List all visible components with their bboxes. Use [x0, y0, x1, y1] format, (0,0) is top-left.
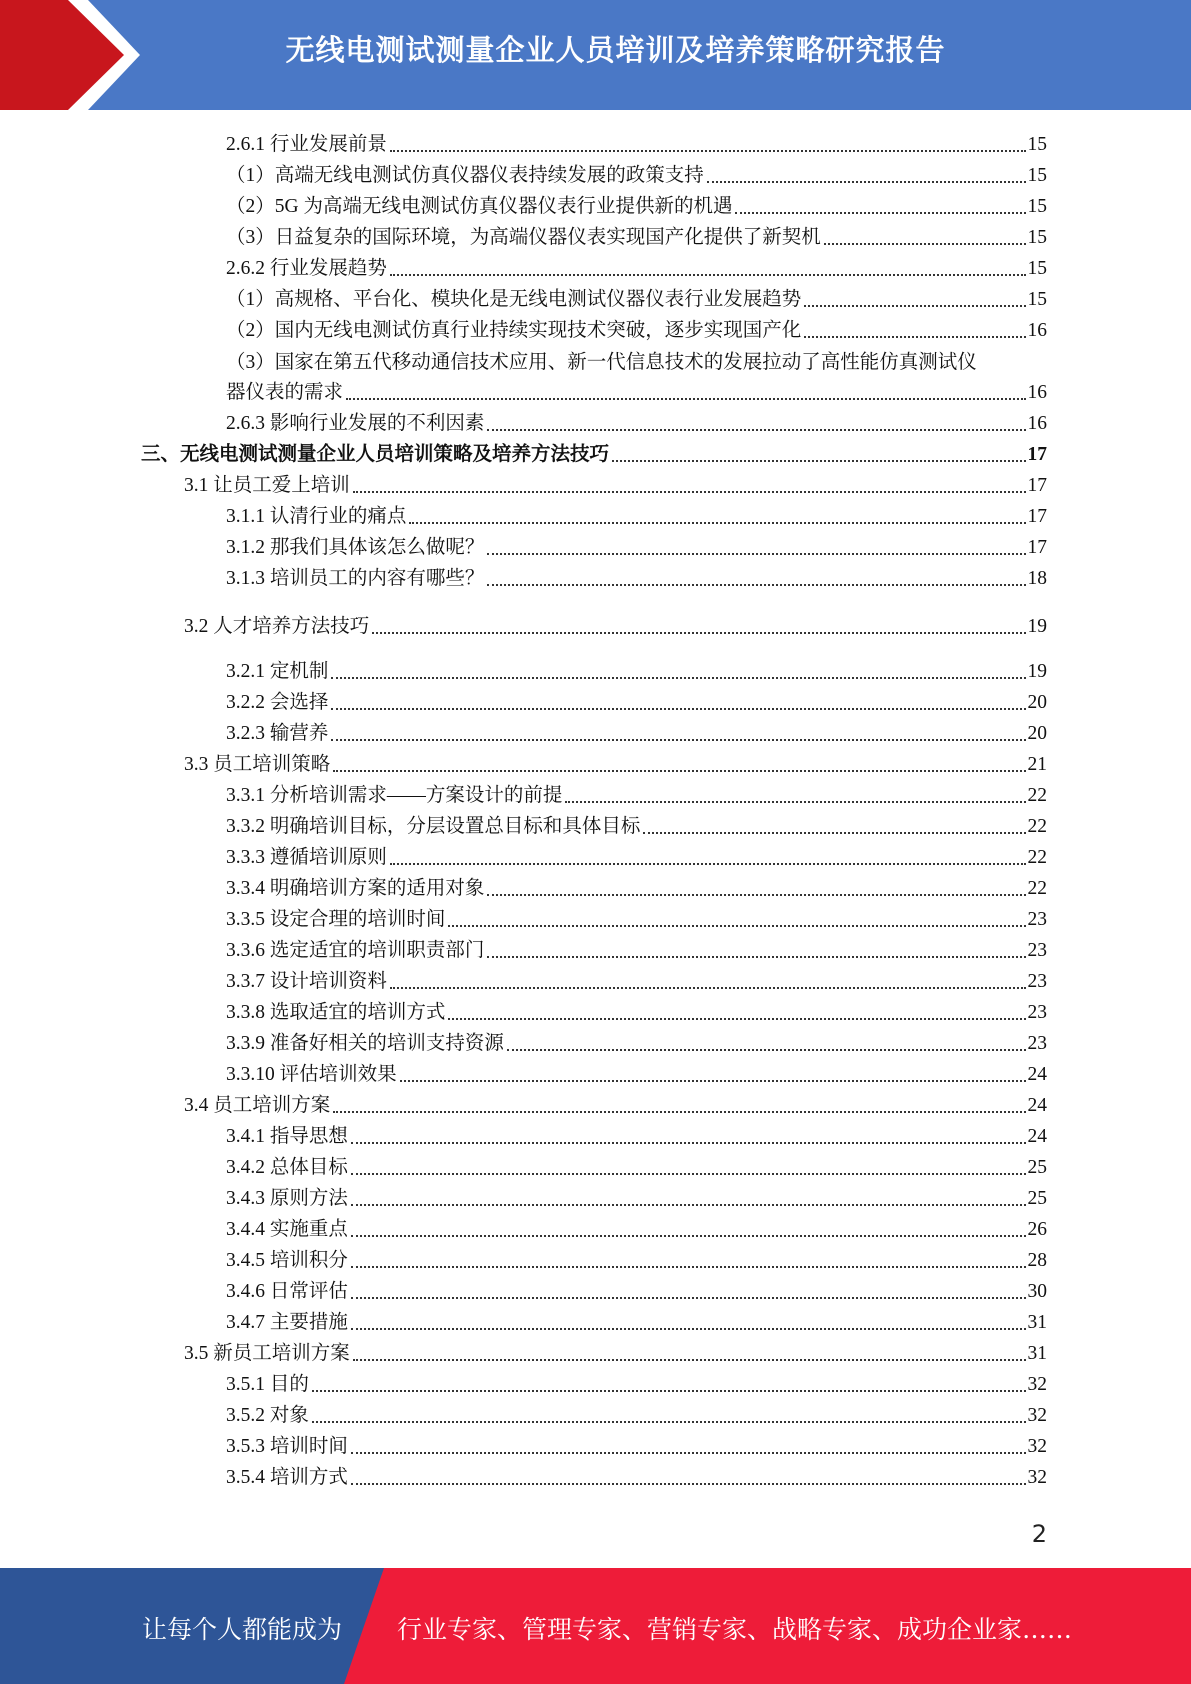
- toc-title: 设定合理的培训时间: [269, 909, 446, 930]
- toc-page: 17: [1027, 475, 1047, 496]
- toc-title: 主要措施: [269, 1312, 348, 1333]
- toc-number: 2.6.2: [226, 258, 270, 279]
- toc-number: 3.3.2: [226, 816, 270, 837]
- toc-title: 行业发展趋势: [269, 258, 387, 279]
- toc-leader: [390, 150, 1026, 152]
- toc-page: 15: [1027, 258, 1047, 279]
- toc-title: 明确培训目标，分层设置总目标和具体目标: [269, 816, 641, 837]
- toc-number: 2.6.1: [226, 134, 270, 155]
- toc-number: 3.4.5: [226, 1250, 270, 1271]
- toc-title: 会选择: [269, 692, 329, 713]
- toc-leader: [824, 243, 1026, 245]
- toc-title: 培训方式: [269, 1467, 348, 1488]
- toc-entry[interactable]: [184, 1336, 1047, 1367]
- toc-page: 17: [1027, 444, 1047, 465]
- toc-page: 23: [1027, 971, 1047, 992]
- toc-number: 3.3.7: [226, 971, 270, 992]
- toc-leader: [565, 801, 1025, 803]
- toc-leader: [612, 460, 1025, 462]
- toc-entry[interactable]: [226, 127, 1047, 158]
- toc-title-wrapped-line: （3）国家在第五代移动通信技术应用、新一代信息技术的发展拉动了高性能仿真测试仪: [226, 352, 977, 373]
- toc-number: 3.5.1: [226, 1374, 270, 1395]
- toc-title: 认清行业的痛点: [269, 506, 407, 527]
- toc-page: 15: [1027, 165, 1047, 186]
- toc-title: 选取适宜的培训方式: [269, 1002, 446, 1023]
- toc-entry[interactable]: [226, 685, 1047, 716]
- toc-title: 人才培养方法技巧: [213, 616, 370, 637]
- toc-page: 28: [1027, 1250, 1047, 1271]
- toc-leader: [351, 1142, 1026, 1144]
- toc-title: 输营养: [269, 723, 329, 744]
- toc-page: 31: [1027, 1343, 1047, 1364]
- toc-page: 25: [1027, 1157, 1047, 1178]
- toc-leader: [643, 832, 1025, 834]
- toc-leader: [487, 584, 1025, 586]
- toc-number: 3.4.1: [226, 1126, 270, 1147]
- toc-leader: [487, 429, 1025, 431]
- toc-page: 31: [1027, 1312, 1047, 1333]
- toc-number: 3.4: [184, 1095, 214, 1116]
- toc-leader: [351, 1173, 1026, 1175]
- toc-page: 15: [1027, 134, 1047, 155]
- toc-entry[interactable]: [226, 1243, 1047, 1274]
- toc-page: 32: [1027, 1405, 1047, 1426]
- toc-leader: [353, 491, 1026, 493]
- toc-page: 32: [1027, 1436, 1047, 1457]
- toc-number: 3.5.3: [226, 1436, 270, 1457]
- toc-title: 培训积分: [269, 1250, 348, 1271]
- toc-entry[interactable]: [184, 1088, 1047, 1119]
- footer-slogan-right: 行业专家、管理专家、营销专家、战略专家、成功企业家……: [397, 1615, 1073, 1644]
- toc-entry[interactable]: [226, 778, 1047, 809]
- toc-title: 培训员工的内容有哪些？: [269, 568, 485, 589]
- toc-page: 16: [1027, 382, 1047, 403]
- toc-entry[interactable]: [226, 1057, 1047, 1088]
- toc-leader: [409, 522, 1025, 524]
- toc-title: 定机制: [269, 661, 329, 682]
- toc-entry[interactable]: [226, 1119, 1047, 1150]
- toc-leader: [333, 770, 1025, 772]
- toc-title: 实施重点: [269, 1219, 348, 1240]
- toc-entry[interactable]: [226, 1212, 1047, 1243]
- toc-page: 16: [1027, 413, 1047, 434]
- toc-page: 24: [1027, 1095, 1047, 1116]
- toc-title: 让员工爱上培训: [213, 475, 350, 496]
- toc-title: 原则方法: [269, 1188, 348, 1209]
- toc-number: 3.3.6: [226, 940, 270, 961]
- toc-title: 对象: [269, 1405, 309, 1426]
- toc-leader: [331, 677, 1025, 679]
- toc-entry[interactable]: [226, 282, 1047, 313]
- toc-leader: [804, 336, 1025, 338]
- toc-number: 3.4.6: [226, 1281, 270, 1302]
- toc-title: 遵循培训原则: [269, 847, 387, 868]
- toc-entry[interactable]: [226, 716, 1047, 747]
- toc-entry[interactable]: [226, 189, 1047, 220]
- toc-entry[interactable]: [226, 1460, 1047, 1491]
- toc-page: 17: [1027, 537, 1047, 558]
- toc-entry[interactable]: [226, 840, 1047, 871]
- toc-title: 日常评估: [269, 1281, 348, 1302]
- toc-page: 30: [1027, 1281, 1047, 1302]
- toc-number: 3.4.2: [226, 1157, 270, 1178]
- toc-title: 总体目标: [269, 1157, 348, 1178]
- toc-entry[interactable]: [226, 158, 1047, 189]
- toc-entry[interactable]: [184, 609, 1047, 640]
- toc-leader: [331, 708, 1025, 710]
- toc-number: 3.2.2: [226, 692, 270, 713]
- toc-title: 分析培训需求——方案设计的前提: [269, 785, 563, 806]
- toc-page: 23: [1027, 1002, 1047, 1023]
- toc-number: 3.3.10: [226, 1064, 280, 1085]
- toc-leader: [351, 1204, 1026, 1206]
- toc-page: 24: [1027, 1126, 1047, 1147]
- toc-leader: [390, 863, 1026, 865]
- toc-leader: [487, 553, 1025, 555]
- toc-entry[interactable]: [184, 468, 1047, 499]
- toc-title: 新员工培训方案: [213, 1343, 350, 1364]
- toc-page: 22: [1027, 816, 1047, 837]
- toc-leader: [351, 1328, 1026, 1330]
- toc-entry[interactable]: [226, 995, 1047, 1026]
- toc-leader: [448, 925, 1025, 927]
- toc-title: 明确培训方案的适用对象: [269, 878, 485, 899]
- toc-number: 3.3.3: [226, 847, 270, 868]
- toc-page: 16: [1027, 320, 1047, 341]
- toc-number: 3.4.3: [226, 1188, 270, 1209]
- toc-page: 22: [1027, 878, 1047, 899]
- toc-number: 2.6.3: [226, 413, 270, 434]
- toc-entry[interactable]: [226, 1274, 1047, 1305]
- toc-title: 选定适宜的培训职责部门: [269, 940, 485, 961]
- toc-entry[interactable]: [226, 561, 1047, 592]
- toc-title: 目的: [269, 1374, 309, 1395]
- toc-page: 15: [1027, 289, 1047, 310]
- toc-page: 15: [1027, 196, 1047, 217]
- toc-leader: [351, 1266, 1026, 1268]
- toc-leader: [390, 274, 1026, 276]
- toc-leader: [312, 1390, 1026, 1392]
- toc-leader: [331, 739, 1025, 741]
- toc-leader: [351, 1452, 1026, 1454]
- toc-page: 22: [1027, 847, 1047, 868]
- toc-entry[interactable]: [226, 375, 1047, 406]
- toc-title: （1）高规格、平台化、模块化是无线电测试仪器仪表行业发展趋势: [226, 289, 802, 310]
- page-footer: [0, 1568, 1191, 1684]
- toc-number: 3.5: [184, 1343, 214, 1364]
- toc-leader: [353, 1359, 1026, 1361]
- toc-entry[interactable]: [226, 902, 1047, 933]
- toc-page: 23: [1027, 940, 1047, 961]
- toc-title: （2）5G 为高端无线电测试仿真仪器仪表行业提供新的机遇: [226, 196, 733, 217]
- toc-page: 18: [1027, 568, 1047, 589]
- toc-title: 行业发展前景: [269, 134, 387, 155]
- toc-page: 23: [1027, 909, 1047, 930]
- toc-number: 3.3: [184, 754, 214, 775]
- toc-entry[interactable]: [226, 654, 1047, 685]
- toc-leader: [448, 1018, 1025, 1020]
- toc-entry[interactable]: [226, 251, 1047, 282]
- toc-entry[interactable]: [226, 871, 1047, 902]
- toc-title: 评估培训效果: [279, 1064, 397, 1085]
- toc-number: 3.3.5: [226, 909, 270, 930]
- toc-page: 20: [1027, 692, 1047, 713]
- toc-title: 员工培训策略: [213, 754, 331, 775]
- toc-number: 3.3.9: [226, 1033, 270, 1054]
- toc-leader: [346, 398, 1025, 400]
- toc-leader: [735, 212, 1025, 214]
- toc-leader: [333, 1111, 1025, 1113]
- toc-page: 20: [1027, 723, 1047, 744]
- report-title: 无线电测试测量企业人员培训及培养策略研究报告: [285, 33, 946, 67]
- toc-number: 3.3.8: [226, 1002, 270, 1023]
- toc-number: 3.3.4: [226, 878, 270, 899]
- toc-leader: [312, 1421, 1026, 1423]
- toc-number: 3.1.1: [226, 506, 270, 527]
- toc-entry[interactable]: [226, 1305, 1047, 1336]
- toc-page: 21: [1027, 754, 1047, 775]
- toc-chapter-entry[interactable]: [141, 437, 1047, 468]
- toc-number: 3.4.7: [226, 1312, 270, 1333]
- header-arrow-decoration: [0, 0, 150, 110]
- toc-leader: [351, 1235, 1026, 1237]
- page-number: 2: [1031, 1520, 1047, 1548]
- toc-entry[interactable]: [226, 499, 1047, 530]
- toc-page: 22: [1027, 785, 1047, 806]
- toc-page: 32: [1027, 1467, 1047, 1488]
- toc-leader: [351, 1297, 1026, 1299]
- toc-page: 32: [1027, 1374, 1047, 1395]
- toc-entry[interactable]: [226, 1150, 1047, 1181]
- toc-leader: [400, 1080, 1026, 1082]
- toc-page: 23: [1027, 1033, 1047, 1054]
- toc-title: 三、无线电测试测量企业人员培训策略及培养方法技巧: [141, 444, 610, 465]
- toc-entry[interactable]: [226, 933, 1047, 964]
- toc-title: （3）日益复杂的国际环境，为高端仪器仪表实现国产化提供了新契机: [226, 227, 821, 248]
- toc-leader: [487, 956, 1025, 958]
- toc-number: 3.3.1: [226, 785, 270, 806]
- toc-title: 指导思想: [269, 1126, 348, 1147]
- toc-entry[interactable]: [226, 1429, 1047, 1460]
- toc-entry[interactable]: [226, 964, 1047, 995]
- toc-page: 25: [1027, 1188, 1047, 1209]
- toc-title: 准备好相关的培训支持资源: [269, 1033, 504, 1054]
- toc-title: 设计培训资料: [269, 971, 387, 992]
- toc-page: 15: [1027, 227, 1047, 248]
- toc-title: 器仪表的需求: [226, 382, 344, 403]
- toc-leader: [507, 1049, 1026, 1051]
- toc-page: 26: [1027, 1219, 1047, 1240]
- toc-number: 3.2.3: [226, 723, 270, 744]
- toc-leader: [351, 1483, 1026, 1485]
- toc-page: 19: [1027, 661, 1047, 682]
- toc-number: 3.1: [184, 475, 214, 496]
- toc-entry[interactable]: [226, 406, 1047, 437]
- toc-entry[interactable]: [226, 1367, 1047, 1398]
- toc-entry[interactable]: [226, 530, 1047, 561]
- toc-leader: [804, 305, 1025, 307]
- toc-entry[interactable]: [226, 1026, 1047, 1057]
- toc-title: 那我们具体该怎么做呢？: [269, 537, 485, 558]
- toc-number: 3.5.2: [226, 1405, 270, 1426]
- toc-leader: [487, 894, 1025, 896]
- toc-title: 影响行业发展的不利因素: [269, 413, 485, 434]
- toc-title: 培训时间: [269, 1436, 348, 1457]
- toc-entry[interactable]: [226, 313, 1047, 344]
- toc-leader: [707, 181, 1026, 183]
- toc-entry[interactable]: [226, 220, 1047, 251]
- toc-number: 3.1.3: [226, 568, 270, 589]
- toc-entry[interactable]: [226, 809, 1047, 840]
- toc-entry[interactable]: [226, 1181, 1047, 1212]
- toc-title: （1）高端无线电测试仿真仪器仪表持续发展的政策支持: [226, 165, 704, 186]
- toc-title: （2）国内无线电测试仿真行业持续实现技术突破，逐步实现国产化: [226, 320, 802, 341]
- footer-slogan-left: 让每个人都能成为: [142, 1615, 343, 1644]
- toc-entry[interactable]: [184, 747, 1047, 778]
- toc-leader: [390, 987, 1026, 989]
- toc-leader: [372, 632, 1025, 634]
- toc-page: 19: [1027, 616, 1047, 637]
- toc-number: 3.2.1: [226, 661, 270, 682]
- toc-number: 3.2: [184, 616, 214, 637]
- page-header: [0, 0, 1191, 110]
- toc-title: 员工培训方案: [213, 1095, 331, 1116]
- toc-entry[interactable]: [226, 1398, 1047, 1429]
- toc-number: 3.1.2: [226, 537, 270, 558]
- toc-page: 24: [1027, 1064, 1047, 1085]
- toc-number: 3.5.4: [226, 1467, 270, 1488]
- toc-number: 3.4.4: [226, 1219, 270, 1240]
- toc-page: 17: [1027, 506, 1047, 527]
